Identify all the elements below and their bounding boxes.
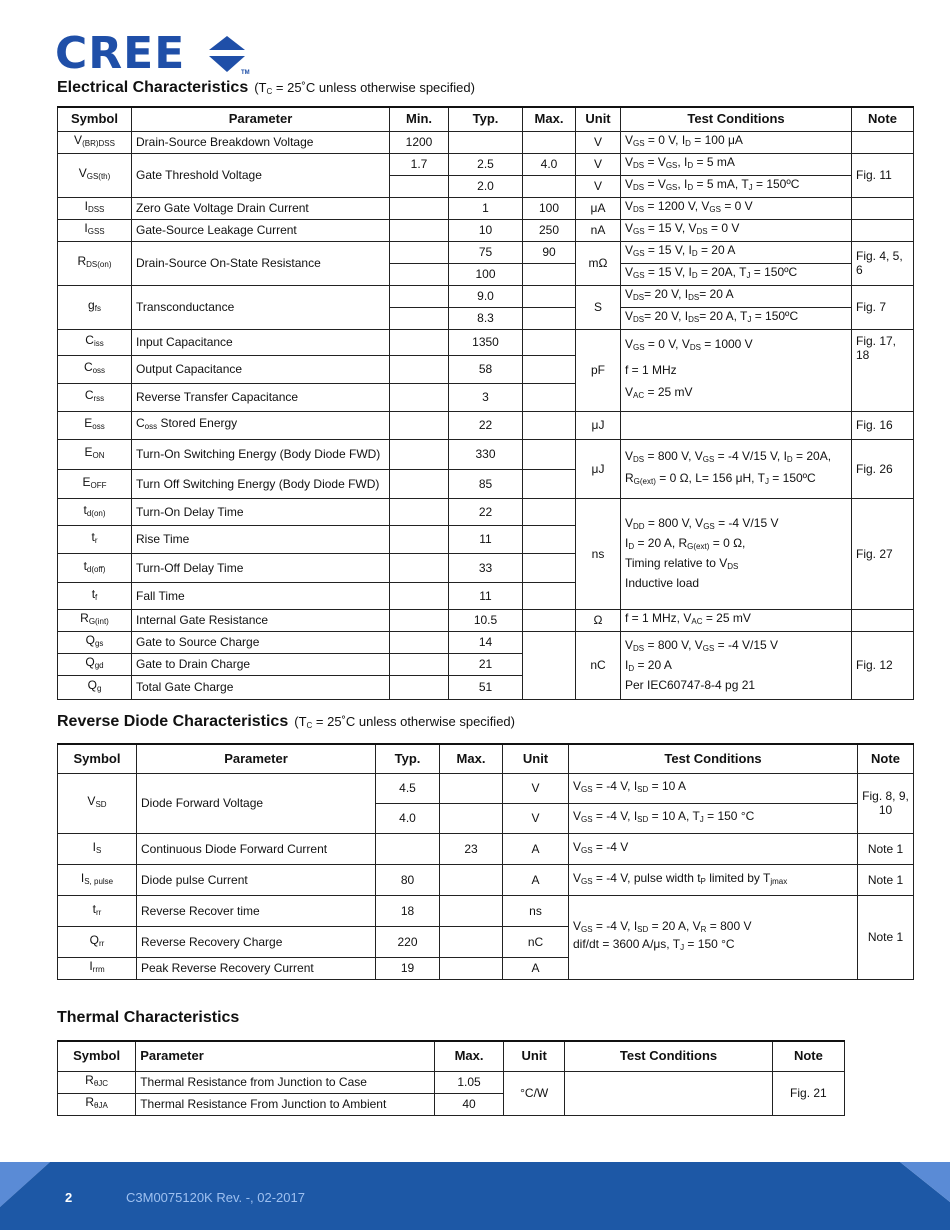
thermal-title: Thermal Characteristics bbox=[57, 1009, 240, 1026]
table-row: $t_r$ Rise Time 11 bbox=[58, 525, 914, 553]
table-row: $t_f$ Fall Time 11 bbox=[58, 582, 914, 609]
logo-chevron-icon bbox=[205, 34, 249, 74]
table-row: $R_{DS(on)}$ Drain-Source On-State Resistance 75 90 mΩ $V_{GS} = 15$ V, $I_D = 20$ A Fig. 4, 5, 6 bbox=[58, 241, 914, 263]
table-row: $V_{(BR)DSS}$ Drain-Source Breakdown Voltage 1200 V $V_{GS} = 0$ V, $I_D = 100$ μA bbox=[58, 131, 914, 153]
table-row: $I_{rrm}$ Peak Reverse Recovery Current 19 A bbox=[58, 957, 914, 979]
table-row: $Q_{gs}$ Gate to Source Charge 14 nC $V_{DS} = 800$ V, $V_{GS} = -4$ V/15 V $I_D = 20$ A Per IEC60747-8-4 pg 21 Fig. 12 bbox=[58, 631, 914, 653]
table-row: 8.3 $V_{DS}= 20$ V, $I_{DS}= 20$ A, $T_J$ = 150ºC bbox=[58, 307, 914, 329]
electrical-condition: ($T_C$ = 25˚C unless otherwise specified) bbox=[254, 80, 475, 96]
table-row: $R_{\theta JC}$ Thermal Resistance from Junction to Case 1.05 °C/W Fig. 21 bbox=[58, 1071, 845, 1093]
table-row: $E_{ON}$ Turn-On Switching Energy (Body Diode FWD) 330 μJ $V_{DS} = 800$ V, $V_{GS} = -4$ V/15 V, $I_D = 20A$, $R_{G(ext)} = 0$ Ω, L= 156 μH, $T_J$ = 150ºC Fig. 26 bbox=[58, 439, 914, 469]
table-row: $C_{rss}$ Reverse Transfer Capacitance 3 bbox=[58, 383, 914, 411]
logo-wordmark: CREE bbox=[55, 28, 186, 79]
table-row: $Q_{gd}$ Gate to Drain Charge 21 bbox=[58, 653, 914, 675]
electrical-title: Electrical Characteristics ($T_C$ = 25˚C unless otherwise specified) bbox=[57, 79, 475, 96]
page-number: 2 bbox=[65, 1190, 73, 1205]
table-row: 4.0 V $V_{GS} = -4$ V, $I_{SD} = 10$ A, $T_J = 150$ °C bbox=[58, 803, 914, 833]
table-row: $I_{S, pulse}$ Diode pulse Current 80 A $V_{GS} = -4$ V, pulse width $t_P$ limited by $T_{jmax}$ Note 1 bbox=[58, 864, 914, 895]
diode-title: Reverse Diode Characteristics ($T_C$ = 25˚C unless otherwise specified) bbox=[57, 713, 515, 730]
table-header-row: Symbol Parameter Max. Unit Test Conditions Note bbox=[58, 1041, 845, 1071]
table-row: $V_{GS(th)}$ Gate Threshold Voltage 1.7 2.5 4.0 V $V_{DS} = V_{GS}$, $I_D = 5$ mA Fig. 11 bbox=[58, 153, 914, 175]
table-row: $t_{d(on)}$ Turn-On Delay Time 22 ns $V_{DD} = 800$ V, $V_{GS} = -4$ V/15 V $I_D = 20$ A, $R_{G(ext)} = 0$ Ω, Timing relative to $V_{DS}$ Inductive load Fig. 27 bbox=[58, 498, 914, 525]
table-row: $C_{oss}$ Output Capacitance 58 bbox=[58, 355, 914, 383]
table-header-row: Symbol Parameter Min. Typ. Max. Unit Test Conditions Note bbox=[58, 107, 914, 131]
table-row: $E_{oss}$ $C_{oss}$ Stored Energy 22 μJ Fig. 16 bbox=[58, 411, 914, 439]
table-row: $C_{iss}$ Input Capacitance 1350 pF $V_{GS} = 0$ V, $V_{DS} = 1000$ V f = 1 MHz $V_{AC} = 25$ mV Fig. 17, 18 bbox=[58, 329, 914, 355]
table-row: 2.0 V $V_{DS} = V_{GS}$, $I_D = 5$ mA, $T_J$ = 150ºC bbox=[58, 175, 914, 197]
electrical-table bbox=[57, 106, 914, 700]
cree-logo bbox=[55, 28, 255, 79]
table-row: $E_{OFF}$ Turn Off Switching Energy (Body Diode FWD) 85 bbox=[58, 469, 914, 498]
document-id: C3M0075120K Rev. -, 02-2017 bbox=[126, 1190, 305, 1205]
table-row: $I_{GSS}$ Gate-Source Leakage Current 10 250 nA $V_{GS} = 15$ V, $V_{DS} = 0$ V bbox=[58, 219, 914, 241]
table-row: $g_{fs}$ Transconductance 9.0 S $V_{DS}= 20$ V, $I_{DS}= 20$ A Fig. 7 bbox=[58, 285, 914, 307]
diode-table bbox=[57, 743, 914, 980]
table-row: $R_{\theta JA}$ Thermal Resistance From Junction to Ambient 40 bbox=[58, 1093, 845, 1115]
table-row: $t_{rr}$ Reverse Recover time 18 ns $V_{GS} = -4$ V, $I_{SD} = 20$ A, $V_R = 800$ V dif/dt = 3600 A/μs, $T_J = 150$ °C Note 1 bbox=[58, 895, 914, 926]
table-row: $t_{d(off)}$ Turn-Off Delay Time 33 bbox=[58, 553, 914, 582]
table-row: $R_{G(int)}$ Internal Gate Resistance 10.5 Ω f = 1 MHz, $V_{AC} = 25$ mV bbox=[58, 609, 914, 631]
table-row: $I_{DSS}$ Zero Gate Voltage Drain Current 1 100 μA $V_{DS} = 1200$ V, $V_{GS} = 0$ V bbox=[58, 197, 914, 219]
table-row: $V_{SD}$ Diode Forward Voltage 4.5 V $V_{GS} = -4$ V, $I_{SD} = 10$ A Fig. 8, 9, 10 bbox=[58, 773, 914, 803]
table-row: 100 $V_{GS} = 15$ V, $I_D = 20A$, $T_J$ = 150ºC bbox=[58, 263, 914, 285]
table-header-row: Symbol Parameter Typ. Max. Unit Test Conditions Note bbox=[58, 744, 914, 773]
table-row: $Q_{rr}$ Reverse Recovery Charge 220 nC bbox=[58, 926, 914, 957]
table-row: $I_S$ Continuous Diode Forward Current 23 A $V_{GS} = -4$ V Note 1 bbox=[58, 833, 914, 864]
logo-trademark: TM bbox=[241, 70, 250, 76]
table-row: $Q_g$ Total Gate Charge 51 bbox=[58, 675, 914, 699]
diode-condition: ($T_C$ = 25˚C unless otherwise specified) bbox=[294, 714, 515, 730]
thermal-table bbox=[57, 1040, 845, 1116]
